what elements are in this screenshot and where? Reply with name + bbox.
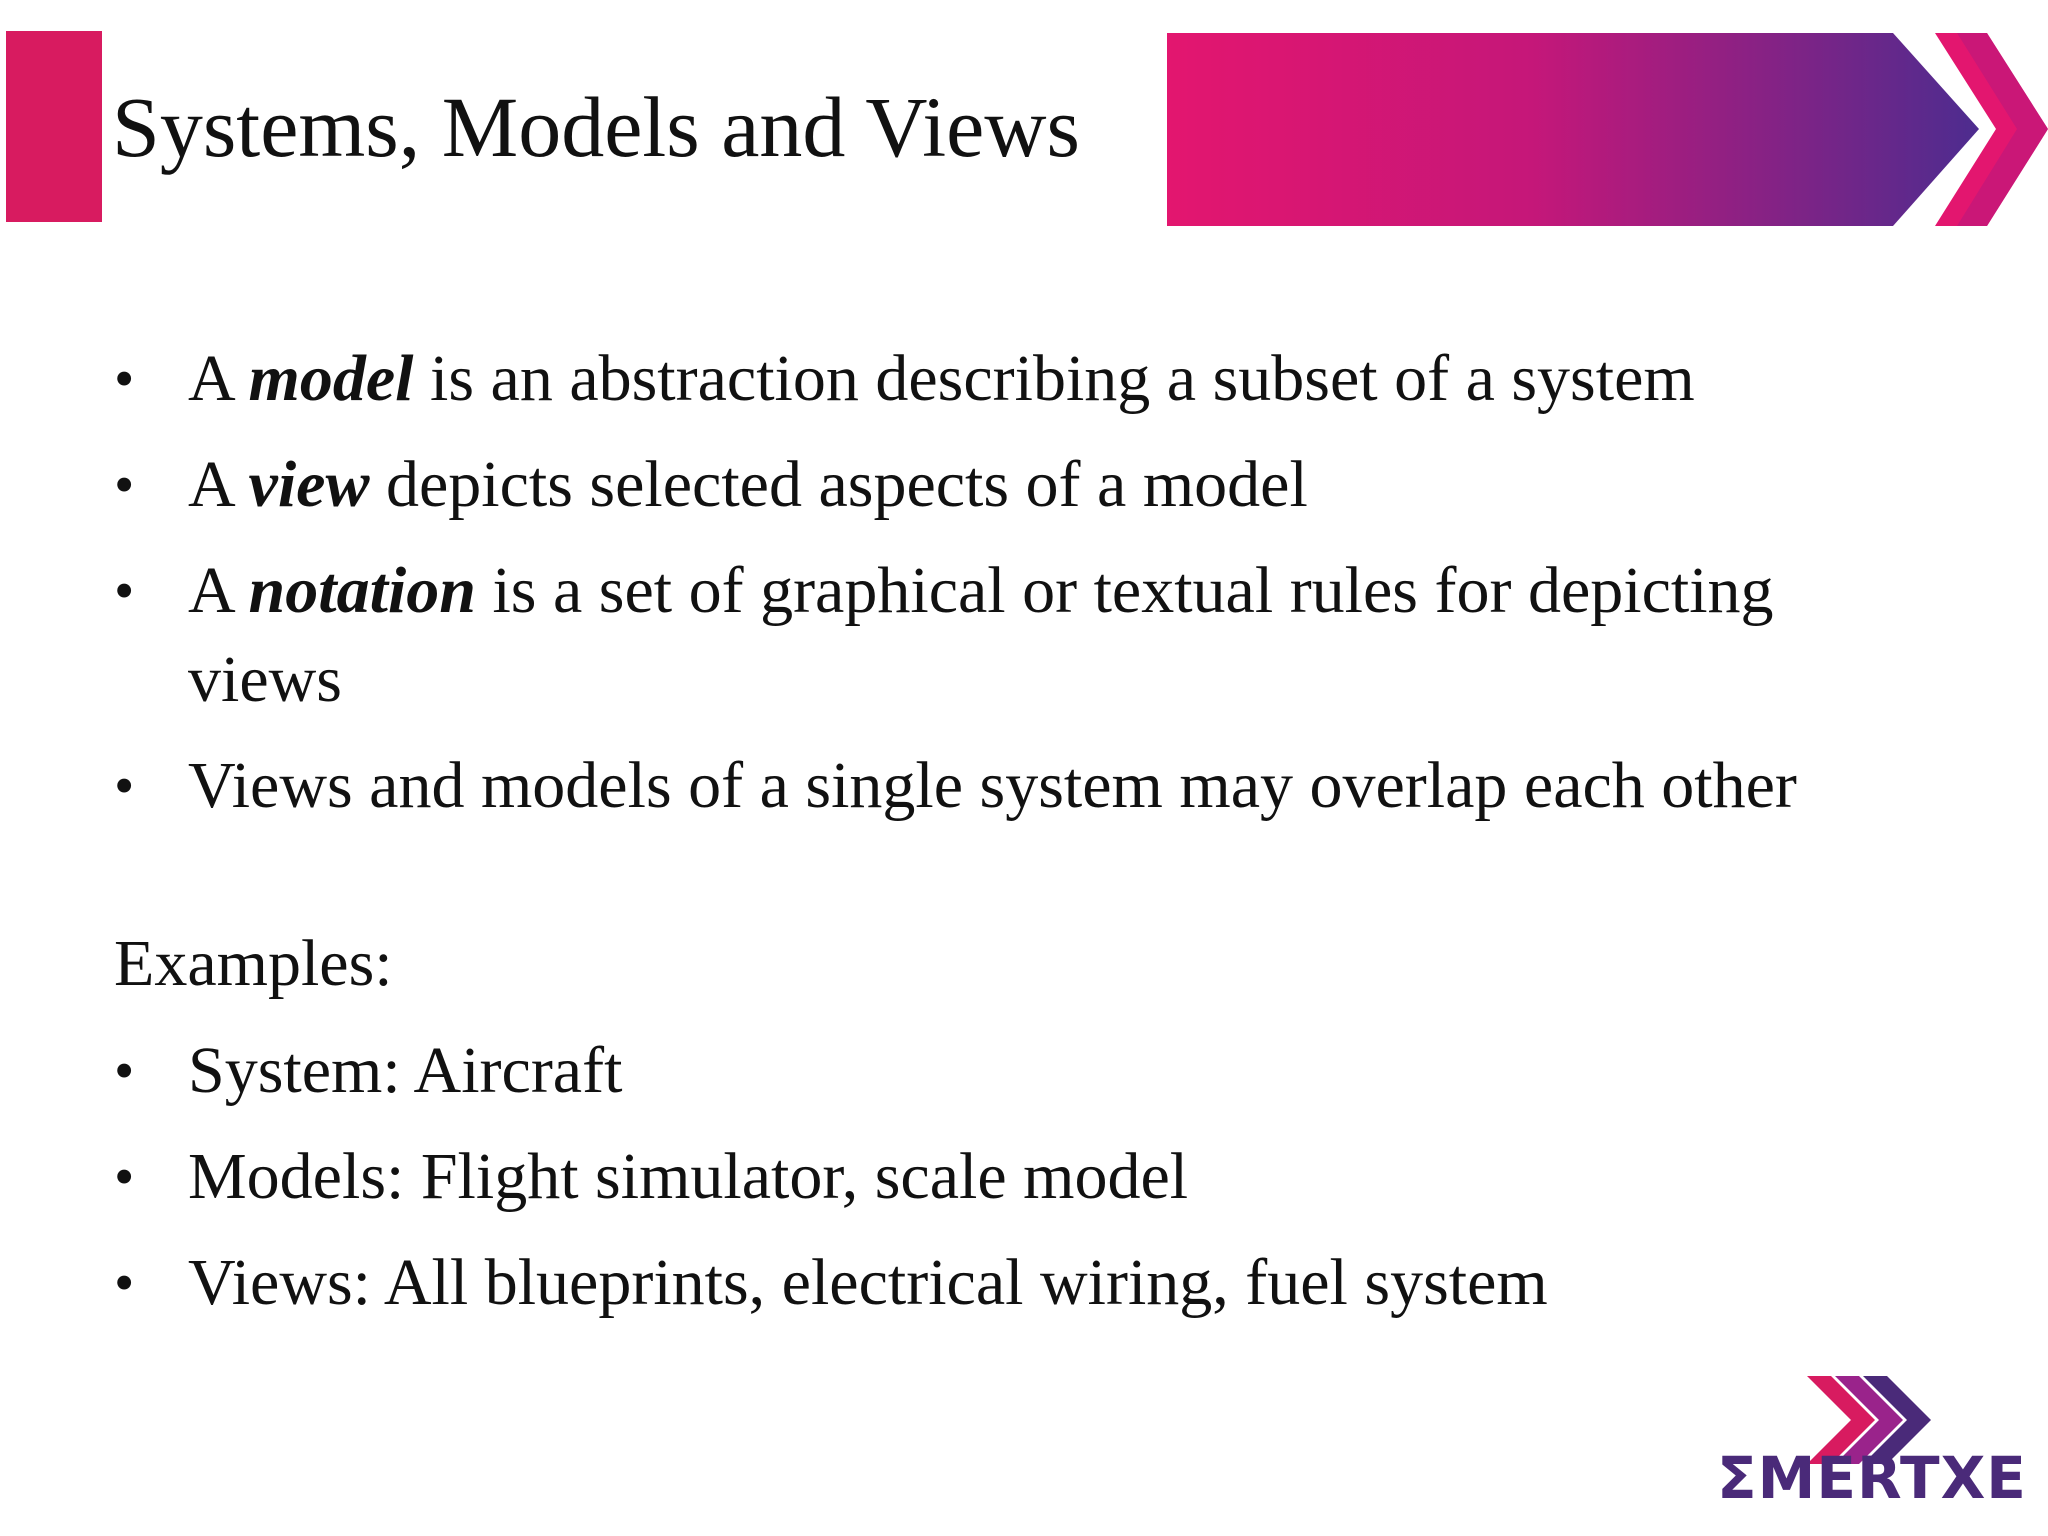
definition-model: • A model is an abstraction describing a subset of a system xyxy=(114,334,2014,423)
definition-view: • A view depicts selected aspects of a model xyxy=(114,440,2014,529)
emertxe-logo xyxy=(1717,1374,2027,1516)
definition-notation-line-2: views xyxy=(188,643,342,716)
examples-heading: Examples: xyxy=(114,927,393,1000)
example-views: • Views: All blueprints, electrical wiring, fuel system xyxy=(114,1238,2014,1327)
term-model: model xyxy=(248,342,414,415)
emertxe-logo-text: ΣMERTXE xyxy=(1717,1444,2027,1512)
header-banner xyxy=(1167,33,2048,226)
term-notation: notation xyxy=(248,554,476,627)
definition-overlap: • Views and models of a single system may overlap each other xyxy=(114,741,2014,830)
example-models: • Models: Flight simulator, scale model xyxy=(114,1132,2014,1221)
term-view: view xyxy=(248,448,370,521)
definition-notation xyxy=(114,546,2014,724)
definition-list xyxy=(114,334,2014,830)
slide-title: Systems, Models and Views xyxy=(112,79,1080,175)
example-system: • System: Aircraft xyxy=(114,1026,2014,1115)
definition-notation-line-1: • A notation is a set of graphical or textual rules for depicting xyxy=(188,554,1774,627)
title-accent-bar xyxy=(6,31,102,222)
examples-list xyxy=(114,1026,2014,1327)
slide-content xyxy=(114,334,2014,1344)
